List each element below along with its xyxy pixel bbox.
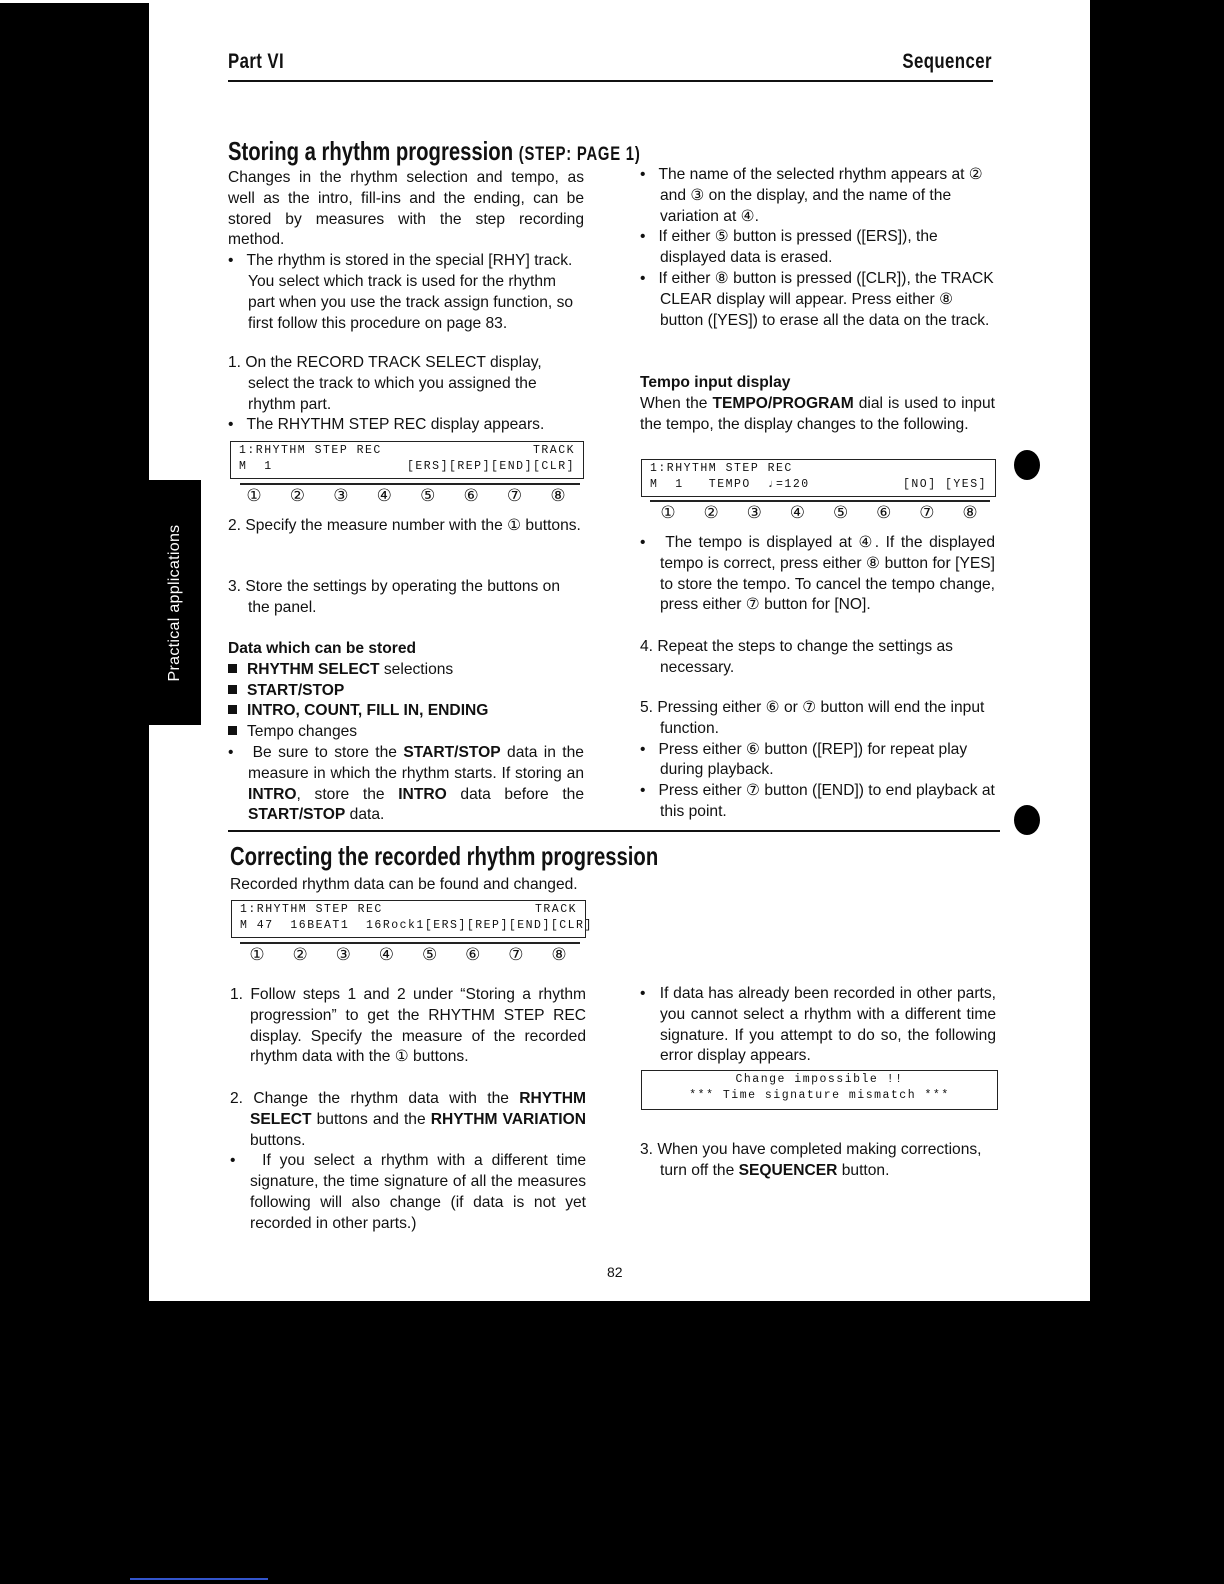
button-num: ③ [335, 945, 351, 964]
lcd1-button-numbers [242, 486, 570, 506]
data-item-3 [228, 701, 584, 722]
right-bullet-3: • If either ⑧ button is pressed ([CLR]), the TRACK CLEAR display will appear. Press either ⑧ button ([YES]) to erase all the data on the track. [640, 269, 994, 329]
side-tab [149, 480, 201, 725]
s2-bullet1-text: If you select a rhythm with a different time signature, the time signature of all the measures following will also change (if data is not yet recorded in other parts.) [250, 1152, 586, 1232]
button-num: ③ [333, 486, 349, 505]
note-part: data. [345, 806, 385, 824]
section2-intro-text: Recorded rhythm data can be found and changed. [230, 876, 578, 893]
right-bullet4-text: The tempo is displayed at ④. If the displayed tempo is correct, press either ⑧ button for [YES] to store the tempo. To cancel the tempo change, press either ⑦ button for [NO]. [660, 534, 995, 614]
lcd-display-2 [641, 459, 996, 497]
button-num: ⑧ [550, 486, 566, 505]
square-bullet-icon [228, 726, 237, 735]
header-rule [228, 80, 993, 82]
button-num: ⑤ [421, 945, 438, 964]
data-item4-text: Tempo changes [247, 723, 358, 741]
s2-step3-part: button. [837, 1161, 890, 1179]
lcd2-line1-left: 1:RHYTHM STEP REC [650, 462, 793, 475]
tempo-part: When the [640, 394, 713, 412]
section2-step1 [230, 985, 586, 1068]
step1-text: 1. On the RECORD TRACK SELECT display, select the track to which you assigned the rhythm part. [228, 354, 542, 413]
right-bullet6-text: Press either ⑦ button ([END]) to end playback at this point. [658, 782, 995, 820]
bullet-rhy-text: The rhythm is stored in the special [RHY] track. You select which track is used for the rhythm part when you use the track assign function, so first follow this procedure on page 83. [246, 252, 574, 332]
lcd1-line2-left: M 1 [239, 460, 273, 473]
section-rule [228, 830, 1000, 832]
data-item3-text: INTRO, COUNT, FILL IN, ENDING [247, 702, 489, 720]
header-chapter: Sequencer [902, 50, 992, 73]
section1-intro: Changes in the rhythm selection and tempo, as well as the intro, fill-ins and the ending, can be stored by measures with the step recording method. [228, 169, 584, 249]
tempo-bullet [640, 533, 995, 616]
section2-title: Correcting the recorded rhythm progression [230, 841, 659, 871]
lcd1-line1-left: 1:RHYTHM STEP REC [239, 444, 382, 457]
data-item-2 [228, 681, 584, 702]
section2-right [640, 984, 996, 1067]
section1-step4 [640, 637, 995, 679]
lcd1-underline [240, 483, 580, 485]
step4-text: 4. Repeat the steps to change the settings as necessary. [640, 638, 953, 676]
top-left-edge [0, 0, 228, 3]
note-bold: INTRO [248, 785, 297, 803]
s2-step2-text [230, 1089, 586, 1151]
button-num: ① [246, 486, 262, 505]
button-num: ⑥ [876, 503, 892, 522]
data-note: • Be sure to store the START/STOP data in the measure in which the rhythm starts. If storing an INTRO, store the INTRO data before the START/STOP data. [228, 743, 584, 824]
right-bullet-5: • Press either ⑥ button ([REP]) for repeat play during playback. [640, 740, 968, 779]
data-item-1 [228, 660, 584, 681]
s2-step3-bold: SEQUENCER [738, 1161, 838, 1179]
note-bold: START/STOP [403, 743, 501, 761]
data-heading: Data which can be stored [228, 640, 417, 657]
section1-left-top [228, 168, 584, 334]
section1-step2 [228, 516, 584, 537]
lcd2-line2-left: M 1 TEMPO ♩=120 [650, 478, 810, 491]
data-item1-bold: RHYTHM SELECT [247, 660, 380, 678]
binding-dot-icon [1014, 805, 1040, 835]
note-bold: START/STOP [248, 806, 346, 824]
lcd2-line2-right: [NO] [YES] [902, 478, 987, 491]
section2-step2 [230, 1089, 586, 1235]
lcd2-underline [650, 500, 990, 502]
s2-step2-part: buttons. [250, 1131, 306, 1149]
binding-dot-icon [1014, 450, 1040, 480]
button-num: ⑧ [551, 945, 567, 964]
lcd1-line1-right: TRACK [532, 444, 575, 457]
square-bullet-icon [228, 664, 237, 673]
tempo-part: dial is used to input the tempo, the display changes to the following. [640, 394, 995, 433]
button-num: ⑧ [962, 503, 978, 522]
lcd3-line2-left: M 47 16BEAT1 16Rock1 [240, 919, 425, 932]
right-bullet-6: • Press either ⑦ button ([END]) to end playback at this point. [640, 782, 995, 820]
section1-bullet-rhy: • The rhythm is stored in the special [RHY] track. You select which track is used for the rhythm part when you use the track assign function, so first follow this procedure on page 83. [228, 252, 574, 332]
note-part: data in the measure in which the rhythm starts. If storing an [248, 743, 584, 782]
right-bullet-4: • The tempo is displayed at ④. If the displayed tempo is correct, press either ⑧ button for [YES] to store the tempo. To cancel the tempo change, press either ⑦ button for [NO]. [640, 534, 995, 614]
button-num: ⑦ [919, 503, 935, 522]
right-bullet3-text: If either ⑧ button is pressed ([CLR]), the TRACK CLEAR display will appear. Press either ⑧ button ([YES]) to erase all the data on the track. [658, 269, 994, 329]
section1-right-top [640, 165, 995, 331]
lcd-display-error [641, 1070, 998, 1110]
lcd2-button-numbers [656, 503, 982, 523]
tempo-bold: TEMPO/PROGRAM [712, 394, 854, 412]
s2-step3-part: 3. When you have completed making corrections, turn off the [640, 1141, 982, 1179]
button-num: ② [703, 503, 719, 522]
step2-text: 2. Specify the measure number with the ① buttons. [228, 517, 581, 534]
s2-step2-part: 2. Change the rhythm data with the [230, 1090, 520, 1107]
step1-bullet-text: The RHYTHM STEP REC display appears. [246, 416, 545, 434]
lcd3-line2-right: [ERS][REP][END][CLR] [424, 919, 593, 932]
section2-intro [230, 875, 590, 896]
step1-bullet: • The RHYTHM STEP REC display appears. [228, 416, 545, 434]
button-num: ② [289, 486, 306, 505]
s2-bullet2-text: If data has already been recorded in other parts, you cannot select a rhythm with a different time signature. If you attempt to do so, the following error display appears. [659, 985, 996, 1065]
lcd3-underline [240, 942, 580, 944]
section1-step1 [228, 353, 584, 436]
s2-bullet-1: • If you select a rhythm with a different time signature, the time signature of all the measures following will also change (if data is not yet recorded in other parts.) [230, 1152, 586, 1232]
button-num: ① [660, 503, 676, 522]
section1-title-text: Storing a rhythm progression [228, 136, 514, 166]
header-part: Part VI [228, 50, 285, 73]
data-stored-list [228, 639, 584, 826]
tempo-paragraph [640, 394, 995, 436]
lcd3-line1-right: TRACK [534, 903, 577, 916]
section1-title [228, 136, 641, 167]
button-num: ⑤ [832, 503, 849, 522]
page-number: 82 [607, 1264, 623, 1280]
error-line1: Change impossible !! [735, 1073, 904, 1086]
tempo-heading: Tempo input display [640, 374, 791, 391]
note-bold: INTRO [398, 785, 447, 803]
right-bullet2-text: If either ⑤ button is pressed ([ERS]), the displayed data is erased. [658, 228, 938, 267]
s2-step3-text [640, 1140, 1000, 1182]
note-part: , store the [296, 785, 399, 803]
lcd-display-1 [230, 441, 584, 479]
tempo-section [640, 373, 995, 435]
s2-bullet-2: • If data has already been recorded in other parts, you cannot select a rhythm with a different time signature. If you attempt to do so, the following error display appears. [640, 985, 996, 1065]
lcd1-line2-right: [ERS][REP][END][CLR] [406, 460, 575, 473]
button-num: ⑥ [465, 945, 481, 964]
right-bullet5-text: Press either ⑥ button ([REP]) for repeat play during playback. [658, 740, 968, 779]
section1-step3 [228, 577, 584, 619]
data-item1-rest: selections [379, 660, 454, 678]
button-num: ⑥ [463, 486, 479, 505]
right-bullet1-text: The name of the selected rhythm appears at ② and ③ on the display, and the name of the variation at ④. [658, 166, 983, 225]
lcd-display-3 [231, 900, 593, 938]
data-item2-text: START/STOP [247, 681, 345, 699]
lcd3-button-numbers [245, 945, 571, 965]
side-tab-label: Practical applications [166, 524, 183, 681]
button-num: ⑤ [420, 486, 436, 505]
step5-text: 5. Pressing either ⑥ or ⑦ button will end the input function. [640, 699, 985, 737]
step3-text: 3. Store the settings by operating the buttons on the panel. [228, 578, 561, 616]
lcd3-line1-left: 1:RHYTHM STEP REC [240, 903, 383, 916]
error-line2: *** Time signature mismatch *** [689, 1089, 950, 1102]
button-num: ① [249, 945, 265, 964]
s2-step2-part: buttons and the [311, 1110, 431, 1128]
section1-title-sub: (STEP: PAGE 1) [518, 144, 641, 165]
s2-step1-text: 1. Follow steps 1 and 2 under “Storing a rhythm progression” to get the RHYTHM STEP REC display. Specify the measure of the recorded rhythm data with the ① buttons. [230, 986, 586, 1066]
data-item-4 [228, 722, 584, 743]
button-num: ⑦ [506, 486, 523, 505]
square-bullet-icon [228, 685, 237, 694]
right-bullet-1: • The name of the selected rhythm appears at ② and ③ on the display, and the name of the variation at ④. [640, 166, 983, 225]
square-bullet-icon [228, 705, 237, 714]
button-num: ② [292, 945, 308, 964]
s2-step2-bold: RHYTHM VARIATION [430, 1110, 586, 1128]
button-num: ③ [746, 503, 762, 522]
right-bullet-2: • If either ⑤ button is pressed ([ERS]), the displayed data is erased. [640, 228, 938, 267]
button-num: ⑦ [508, 945, 524, 964]
note-part: data before the [446, 785, 584, 803]
button-num: ④ [378, 945, 395, 964]
section2-step3 [640, 1140, 1000, 1182]
s2-step2-bold: RHYTHM SELECT [250, 1090, 586, 1128]
button-num: ④ [376, 486, 392, 505]
button-num: ④ [789, 503, 806, 522]
note-part: Be sure to store the [252, 743, 404, 761]
section1-step5 [640, 698, 995, 823]
bottom-left-link-line [130, 1578, 268, 1580]
bottom-black-border [0, 1301, 1224, 1584]
